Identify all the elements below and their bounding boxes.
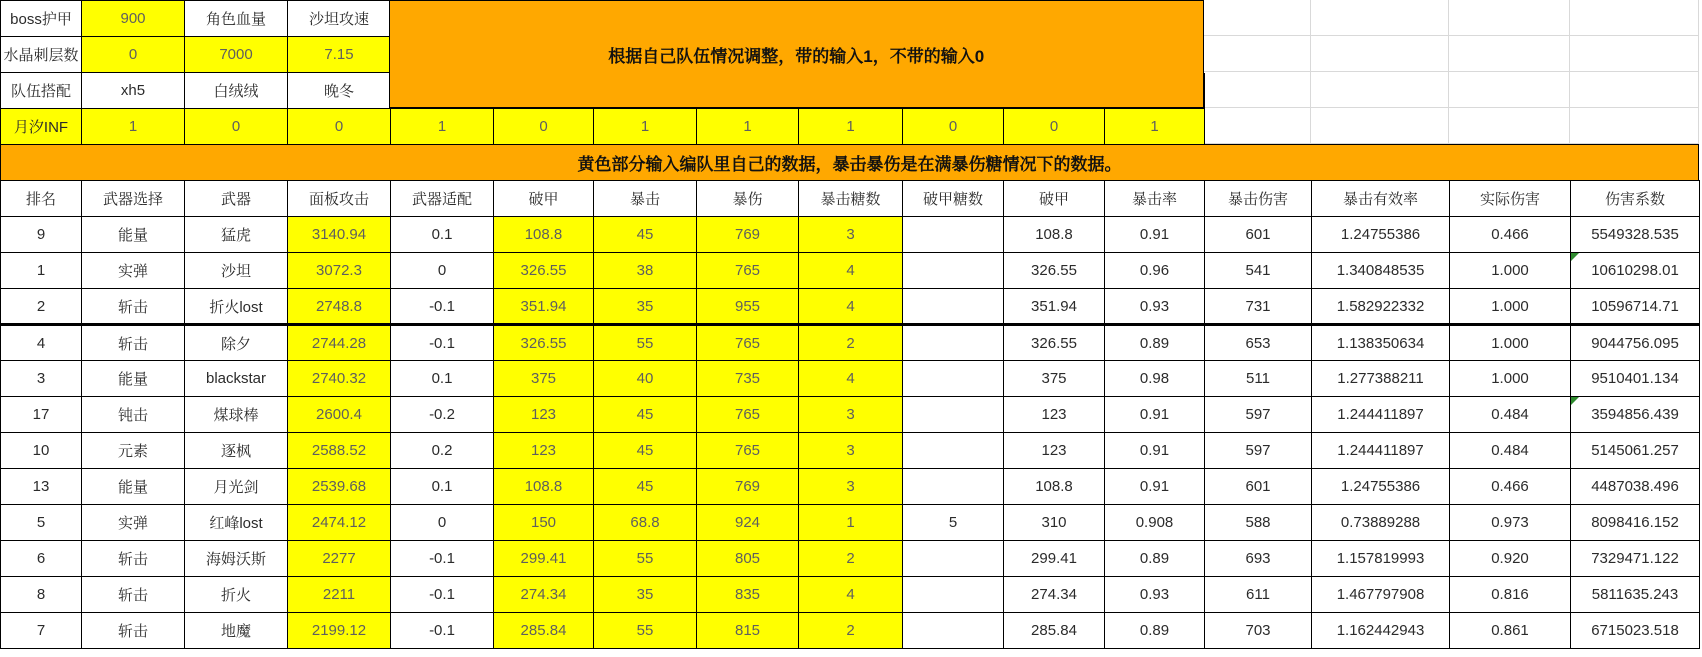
column-header[interactable]: 武器 bbox=[185, 181, 288, 217]
team-flag-cell[interactable]: 1 bbox=[82, 109, 185, 145]
table-cell[interactable]: 511 bbox=[1205, 361, 1312, 397]
table-row bbox=[1, 541, 1700, 577]
table-cell[interactable]: 3140.94 bbox=[288, 217, 391, 253]
table-row bbox=[1, 469, 1700, 505]
header-row bbox=[1, 181, 1700, 217]
error-marker-icon bbox=[1571, 397, 1579, 405]
table-row bbox=[1, 577, 1700, 613]
table-cell[interactable]: 1.244411897 bbox=[1312, 433, 1450, 469]
table-cell[interactable]: 7 bbox=[1, 613, 82, 649]
table-cell[interactable]: 0.1 bbox=[391, 469, 494, 505]
table-cell[interactable]: 煤球棒 bbox=[185, 397, 288, 433]
table-cell[interactable]: 55 bbox=[594, 613, 697, 649]
table-cell[interactable]: 108.8 bbox=[1004, 217, 1105, 253]
table-cell[interactable]: 55 bbox=[594, 541, 697, 577]
column-header[interactable]: 破甲 bbox=[1004, 181, 1105, 217]
table-cell[interactable]: 108.8 bbox=[1004, 469, 1105, 505]
empty-cell[interactable] bbox=[1570, 72, 1699, 108]
table-row bbox=[1, 253, 1700, 289]
table-cell[interactable]: 765 bbox=[697, 253, 799, 289]
table-cell[interactable]: blackstar bbox=[185, 361, 288, 397]
table-cell[interactable]: 2211 bbox=[288, 577, 391, 613]
table-cell[interactable]: 3 bbox=[799, 397, 903, 433]
empty-cell[interactable] bbox=[1570, 0, 1699, 36]
table-cell[interactable]: 8 bbox=[1, 577, 82, 613]
empty-cell[interactable] bbox=[1449, 36, 1570, 72]
weapon-table bbox=[0, 180, 1700, 649]
table-cell[interactable]: 769 bbox=[697, 469, 799, 505]
table-cell[interactable]: 地魔 bbox=[185, 613, 288, 649]
table-cell[interactable]: 108.8 bbox=[494, 469, 594, 505]
table-cell[interactable]: 能量 bbox=[82, 469, 185, 505]
table-cell[interactable]: 375 bbox=[1004, 361, 1105, 397]
table-cell[interactable]: 123 bbox=[1004, 397, 1105, 433]
table-cell[interactable]: 5811635.243 bbox=[1571, 577, 1700, 613]
team-flag-cell[interactable]: 0 bbox=[494, 109, 594, 145]
table-cell[interactable]: 4 bbox=[799, 577, 903, 613]
table-cell[interactable]: 351.94 bbox=[494, 289, 594, 325]
table-cell[interactable]: 4 bbox=[799, 361, 903, 397]
table-cell[interactable]: 8098416.152 bbox=[1571, 505, 1700, 541]
column-header[interactable]: 暴击率 bbox=[1105, 181, 1205, 217]
cell-team-label[interactable]: 队伍搭配 bbox=[1, 73, 82, 109]
instruction-banner-table: 黄色部分输入编队里自己的数据，暴击暴伤是在满暴伤糖情况下的数据。 bbox=[0, 144, 1699, 182]
empty-cell[interactable] bbox=[1449, 108, 1570, 144]
table-cell[interactable]: 3 bbox=[799, 433, 903, 469]
table-cell[interactable]: 0.908 bbox=[1105, 505, 1205, 541]
table-cell[interactable]: 1.000 bbox=[1450, 361, 1571, 397]
table-cell[interactable]: 0.484 bbox=[1450, 397, 1571, 433]
empty-cell[interactable] bbox=[1311, 72, 1449, 108]
table-cell[interactable]: 5 bbox=[1, 505, 82, 541]
cell-boss-armor-value[interactable]: 900 bbox=[82, 1, 185, 37]
table-cell[interactable]: 35 bbox=[594, 289, 697, 325]
column-header[interactable]: 暴击糖数 bbox=[799, 181, 903, 217]
team-flag-cell[interactable]: 0 bbox=[185, 109, 288, 145]
table-cell[interactable]: 150 bbox=[494, 505, 594, 541]
table-cell[interactable]: 299.41 bbox=[494, 541, 594, 577]
table-cell[interactable]: 0 bbox=[391, 505, 494, 541]
table-cell[interactable]: 0.91 bbox=[1105, 217, 1205, 253]
table-cell[interactable] bbox=[903, 253, 1004, 289]
table-cell[interactable]: -0.2 bbox=[391, 397, 494, 433]
empty-cell[interactable] bbox=[1570, 108, 1699, 144]
column-header[interactable]: 破甲 bbox=[494, 181, 594, 217]
table-cell[interactable]: 实弹 bbox=[82, 253, 185, 289]
table-cell[interactable]: 5549328.535 bbox=[1571, 217, 1700, 253]
table-cell[interactable] bbox=[903, 217, 1004, 253]
column-header[interactable]: 排名 bbox=[1, 181, 82, 217]
table-cell[interactable] bbox=[903, 289, 1004, 325]
empty-cell-grid bbox=[1204, 0, 1699, 144]
team-member-cell[interactable]: xh5 bbox=[82, 73, 185, 109]
table-cell[interactable]: 2600.4 bbox=[288, 397, 391, 433]
table-cell[interactable]: 折火lost bbox=[185, 289, 288, 325]
table-cell[interactable]: 1.24755386 bbox=[1312, 469, 1450, 505]
table-cell[interactable]: 0.93 bbox=[1105, 577, 1205, 613]
column-header[interactable]: 暴击有效率 bbox=[1312, 181, 1450, 217]
table-cell[interactable]: 815 bbox=[697, 613, 799, 649]
table-cell[interactable]: 斩击 bbox=[82, 289, 185, 325]
column-header[interactable]: 武器选择 bbox=[82, 181, 185, 217]
table-cell[interactable]: 693 bbox=[1205, 541, 1312, 577]
table-cell[interactable]: -0.1 bbox=[391, 325, 494, 361]
table-cell[interactable]: 38 bbox=[594, 253, 697, 289]
table-cell[interactable]: 0.91 bbox=[1105, 397, 1205, 433]
empty-cell[interactable] bbox=[1570, 36, 1699, 72]
table-cell[interactable]: 326.55 bbox=[494, 253, 594, 289]
table-cell[interactable]: 2474.12 bbox=[288, 505, 391, 541]
table-cell[interactable]: 3 bbox=[799, 469, 903, 505]
table-cell[interactable]: 0.89 bbox=[1105, 541, 1205, 577]
cell-satan-attack-speed-value[interactable]: 7.15 bbox=[288, 37, 391, 73]
table-cell[interactable]: 0.93 bbox=[1105, 289, 1205, 325]
table-cell[interactable]: 0.816 bbox=[1450, 577, 1571, 613]
table-cell[interactable]: 折火 bbox=[185, 577, 288, 613]
table-cell[interactable]: 3 bbox=[799, 217, 903, 253]
table-cell[interactable]: 3 bbox=[1, 361, 82, 397]
table-cell[interactable]: 769 bbox=[697, 217, 799, 253]
column-header[interactable]: 破甲糖数 bbox=[903, 181, 1004, 217]
table-cell[interactable]: 0.91 bbox=[1105, 469, 1205, 505]
table-cell[interactable]: 955 bbox=[697, 289, 799, 325]
table-cell[interactable]: 45 bbox=[594, 433, 697, 469]
table-cell[interactable]: 2588.52 bbox=[288, 433, 391, 469]
table-cell[interactable]: 123 bbox=[494, 397, 594, 433]
table-cell[interactable]: 沙坦 bbox=[185, 253, 288, 289]
column-header[interactable]: 伤害系数 bbox=[1571, 181, 1700, 217]
table-cell[interactable]: 0.920 bbox=[1450, 541, 1571, 577]
empty-cell[interactable] bbox=[1204, 36, 1311, 72]
table-cell[interactable]: -0.1 bbox=[391, 613, 494, 649]
table-cell[interactable]: 45 bbox=[594, 217, 697, 253]
table-cell[interactable]: 4 bbox=[799, 289, 903, 325]
table-cell[interactable]: 597 bbox=[1205, 397, 1312, 433]
table-cell[interactable]: 13 bbox=[1, 469, 82, 505]
table-cell[interactable]: 285.84 bbox=[1004, 613, 1105, 649]
table-cell[interactable]: 3594856.439 bbox=[1571, 397, 1700, 433]
table-cell[interactable]: 钝击 bbox=[82, 397, 185, 433]
table-cell[interactable]: 实弹 bbox=[82, 505, 185, 541]
table-cell[interactable]: 6 bbox=[1, 541, 82, 577]
table-cell[interactable]: 326.55 bbox=[494, 325, 594, 361]
table-cell[interactable]: 1.244411897 bbox=[1312, 397, 1450, 433]
table-row bbox=[1, 325, 1700, 361]
table-cell[interactable]: -0.1 bbox=[391, 577, 494, 613]
weapon-table-body bbox=[1, 217, 1700, 649]
table-cell[interactable]: 逐枫 bbox=[185, 433, 288, 469]
empty-cell[interactable] bbox=[1449, 72, 1570, 108]
table-cell[interactable]: 海姆沃斯 bbox=[185, 541, 288, 577]
table-cell[interactable]: 0.973 bbox=[1450, 505, 1571, 541]
table-cell[interactable]: 765 bbox=[697, 433, 799, 469]
table-cell[interactable] bbox=[903, 325, 1004, 361]
team-member-cell[interactable]: 白绒绒 bbox=[185, 73, 288, 109]
table-cell[interactable]: 月光剑 bbox=[185, 469, 288, 505]
table-cell[interactable]: 2277 bbox=[288, 541, 391, 577]
team-flag-cell[interactable]: 0 bbox=[1004, 109, 1105, 145]
table-cell[interactable]: 299.41 bbox=[1004, 541, 1105, 577]
table-row bbox=[1, 361, 1700, 397]
table-cell[interactable]: 9510401.134 bbox=[1571, 361, 1700, 397]
table-cell[interactable]: 0.466 bbox=[1450, 217, 1571, 253]
table-row bbox=[1, 217, 1700, 253]
table-row bbox=[1, 505, 1700, 541]
team-flag-cell[interactable]: 0 bbox=[288, 109, 391, 145]
empty-cell[interactable] bbox=[1204, 108, 1311, 144]
table-row bbox=[1, 397, 1700, 433]
empty-cell[interactable] bbox=[1204, 72, 1311, 108]
team-flag-cell[interactable]: 1 bbox=[697, 109, 799, 145]
table-cell[interactable]: 274.34 bbox=[1004, 577, 1105, 613]
table-cell[interactable]: 0.89 bbox=[1105, 325, 1205, 361]
table-cell[interactable]: 0.91 bbox=[1105, 433, 1205, 469]
table-cell[interactable]: 2199.12 bbox=[288, 613, 391, 649]
table-cell[interactable]: 35 bbox=[594, 577, 697, 613]
table-cell[interactable]: 68.8 bbox=[594, 505, 697, 541]
table-cell[interactable]: 835 bbox=[697, 577, 799, 613]
table-cell[interactable]: 1.340848535 bbox=[1312, 253, 1450, 289]
table-cell[interactable]: 123 bbox=[1004, 433, 1105, 469]
table-cell[interactable]: 765 bbox=[697, 325, 799, 361]
empty-cell[interactable] bbox=[1204, 0, 1311, 36]
table-cell[interactable]: 55 bbox=[594, 325, 697, 361]
flags-row bbox=[1, 109, 1204, 145]
cell-crystal-thorn-label[interactable]: 水晶刺层数 bbox=[1, 37, 82, 73]
table-row bbox=[1, 613, 1700, 649]
table-cell[interactable] bbox=[903, 361, 1004, 397]
table-cell[interactable]: 45 bbox=[594, 469, 697, 505]
table-cell[interactable]: 10596714.71 bbox=[1571, 289, 1700, 325]
column-header[interactable]: 暴击伤害 bbox=[1205, 181, 1312, 217]
table-cell[interactable]: 斩击 bbox=[82, 577, 185, 613]
table-cell[interactable]: -0.1 bbox=[391, 541, 494, 577]
empty-cell[interactable] bbox=[1449, 0, 1570, 36]
table-cell[interactable]: 123 bbox=[494, 433, 594, 469]
table-cell[interactable]: 805 bbox=[697, 541, 799, 577]
table-cell[interactable]: 2 bbox=[799, 325, 903, 361]
table-cell[interactable]: 2 bbox=[799, 613, 903, 649]
table-cell[interactable]: 703 bbox=[1205, 613, 1312, 649]
table-cell[interactable]: 5145061.257 bbox=[1571, 433, 1700, 469]
column-header[interactable]: 暴伤 bbox=[697, 181, 799, 217]
table-cell[interactable]: 4 bbox=[1, 325, 82, 361]
table-cell[interactable]: 7329471.122 bbox=[1571, 541, 1700, 577]
cell-character-hp-value[interactable]: 7000 bbox=[185, 37, 288, 73]
table-cell[interactable]: 1 bbox=[799, 505, 903, 541]
table-cell[interactable] bbox=[903, 433, 1004, 469]
table-cell[interactable]: 元素 bbox=[82, 433, 185, 469]
table-cell[interactable] bbox=[903, 469, 1004, 505]
table-cell[interactable]: 601 bbox=[1205, 217, 1312, 253]
table-cell[interactable]: 0.484 bbox=[1450, 433, 1571, 469]
table-cell[interactable]: 6715023.518 bbox=[1571, 613, 1700, 649]
table-cell[interactable]: 1.467797908 bbox=[1312, 577, 1450, 613]
team-flag-cell[interactable]: 0 bbox=[903, 109, 1004, 145]
table-cell[interactable]: 2 bbox=[799, 541, 903, 577]
team-flag-cell[interactable]: 1 bbox=[594, 109, 697, 145]
instruction-banner-top: 根据自己队伍情况调整，带的输入1，不带的输入0 bbox=[389, 0, 1205, 108]
table-cell[interactable]: 0.466 bbox=[1450, 469, 1571, 505]
table-cell[interactable]: 285.84 bbox=[494, 613, 594, 649]
table-cell[interactable]: 能量 bbox=[82, 217, 185, 253]
table-cell[interactable]: 1.277388211 bbox=[1312, 361, 1450, 397]
cell-character-hp-label[interactable]: 角色血量 bbox=[185, 1, 288, 37]
cell-crystal-thorn-value[interactable]: 0 bbox=[82, 37, 185, 73]
team-flag-cell[interactable]: 1 bbox=[391, 109, 494, 145]
table-cell[interactable]: 红峰lost bbox=[185, 505, 288, 541]
team-flag-cell[interactable]: 1 bbox=[1105, 109, 1205, 145]
table-cell[interactable]: 0.861 bbox=[1450, 613, 1571, 649]
table-cell[interactable]: 1.000 bbox=[1450, 325, 1571, 361]
cell-satan-attack-speed-label[interactable]: 沙坦攻速 bbox=[288, 1, 391, 37]
table-cell[interactable]: 4487038.496 bbox=[1571, 469, 1700, 505]
table-cell[interactable]: -0.1 bbox=[391, 289, 494, 325]
table-cell[interactable]: 除夕 bbox=[185, 325, 288, 361]
table-cell[interactable]: 2744.28 bbox=[288, 325, 391, 361]
empty-cell[interactable] bbox=[1311, 36, 1449, 72]
table-cell[interactable]: 1.162442943 bbox=[1312, 613, 1450, 649]
column-header[interactable]: 武器适配 bbox=[391, 181, 494, 217]
table-cell[interactable]: 310 bbox=[1004, 505, 1105, 541]
table-cell[interactable]: 17 bbox=[1, 397, 82, 433]
table-cell[interactable]: 2748.8 bbox=[288, 289, 391, 325]
table-cell[interactable]: 597 bbox=[1205, 433, 1312, 469]
table-cell[interactable]: 4 bbox=[799, 253, 903, 289]
table-cell[interactable] bbox=[903, 613, 1004, 649]
table-cell[interactable]: 10 bbox=[1, 433, 82, 469]
table-cell[interactable] bbox=[903, 577, 1004, 613]
table-cell[interactable]: 735 bbox=[697, 361, 799, 397]
table-cell[interactable]: 9044756.095 bbox=[1571, 325, 1700, 361]
table-cell[interactable]: 611 bbox=[1205, 577, 1312, 613]
table-cell[interactable]: 326.55 bbox=[1004, 253, 1105, 289]
table-cell[interactable]: 274.34 bbox=[494, 577, 594, 613]
table-cell[interactable]: 猛虎 bbox=[185, 217, 288, 253]
table-cell[interactable]: 601 bbox=[1205, 469, 1312, 505]
empty-cell[interactable] bbox=[1311, 0, 1449, 36]
column-header[interactable]: 实际伤害 bbox=[1450, 181, 1571, 217]
table-cell[interactable]: 斩击 bbox=[82, 541, 185, 577]
team-member-cell[interactable]: 晚冬 bbox=[288, 73, 391, 109]
table-cell[interactable]: 1.000 bbox=[1450, 253, 1571, 289]
table-cell[interactable]: 0.1 bbox=[391, 361, 494, 397]
table-cell[interactable] bbox=[903, 541, 1004, 577]
table-cell[interactable]: 0.1 bbox=[391, 217, 494, 253]
table-cell[interactable]: 1.24755386 bbox=[1312, 217, 1450, 253]
table-cell[interactable]: 3072.3 bbox=[288, 253, 391, 289]
table-cell[interactable]: 0 bbox=[391, 253, 494, 289]
table-cell[interactable]: 0.96 bbox=[1105, 253, 1205, 289]
table-cell[interactable]: 653 bbox=[1205, 325, 1312, 361]
column-header[interactable]: 面板攻击 bbox=[288, 181, 391, 217]
table-cell[interactable]: 351.94 bbox=[1004, 289, 1105, 325]
table-cell[interactable]: 1 bbox=[1, 253, 82, 289]
table-cell[interactable]: 2 bbox=[1, 289, 82, 325]
table-cell[interactable]: 0.89 bbox=[1105, 613, 1205, 649]
table-cell[interactable]: 45 bbox=[594, 397, 697, 433]
table-cell[interactable]: 588 bbox=[1205, 505, 1312, 541]
team-flag-cell[interactable]: 1 bbox=[799, 109, 903, 145]
cell-boss-armor-label[interactable]: boss护甲 bbox=[1, 1, 82, 37]
table-cell[interactable]: 731 bbox=[1205, 289, 1312, 325]
error-marker-icon bbox=[1571, 253, 1579, 261]
table-cell[interactable]: 1.582922332 bbox=[1312, 289, 1450, 325]
table-cell[interactable]: 2539.68 bbox=[288, 469, 391, 505]
table-cell[interactable]: 1.000 bbox=[1450, 289, 1571, 325]
table-cell[interactable]: 924 bbox=[697, 505, 799, 541]
table-cell[interactable]: 375 bbox=[494, 361, 594, 397]
table-cell[interactable]: 326.55 bbox=[1004, 325, 1105, 361]
table-cell[interactable]: 斩击 bbox=[82, 613, 185, 649]
table-cell[interactable]: 能量 bbox=[82, 361, 185, 397]
table-cell[interactable]: 0.2 bbox=[391, 433, 494, 469]
table-cell[interactable]: 斩击 bbox=[82, 325, 185, 361]
table-cell[interactable]: 1.138350634 bbox=[1312, 325, 1450, 361]
table-cell[interactable]: 1.157819993 bbox=[1312, 541, 1450, 577]
table-cell[interactable]: 0.98 bbox=[1105, 361, 1205, 397]
table-row bbox=[1, 433, 1700, 469]
table-cell[interactable]: 5 bbox=[903, 505, 1004, 541]
table-cell[interactable]: 2740.32 bbox=[288, 361, 391, 397]
table-cell[interactable]: 765 bbox=[697, 397, 799, 433]
table-cell[interactable]: 541 bbox=[1205, 253, 1312, 289]
column-header[interactable]: 暴击 bbox=[594, 181, 697, 217]
table-row bbox=[1, 289, 1700, 325]
table-cell[interactable]: 10610298.01 bbox=[1571, 253, 1700, 289]
table-cell[interactable]: 0.73889288 bbox=[1312, 505, 1450, 541]
table-cell[interactable]: 108.8 bbox=[494, 217, 594, 253]
table-cell[interactable]: 9 bbox=[1, 217, 82, 253]
table-cell[interactable] bbox=[903, 397, 1004, 433]
empty-cell[interactable] bbox=[1311, 108, 1449, 144]
cell-flags-label[interactable]: 月汐INF bbox=[1, 109, 82, 145]
table-cell[interactable]: 40 bbox=[594, 361, 697, 397]
